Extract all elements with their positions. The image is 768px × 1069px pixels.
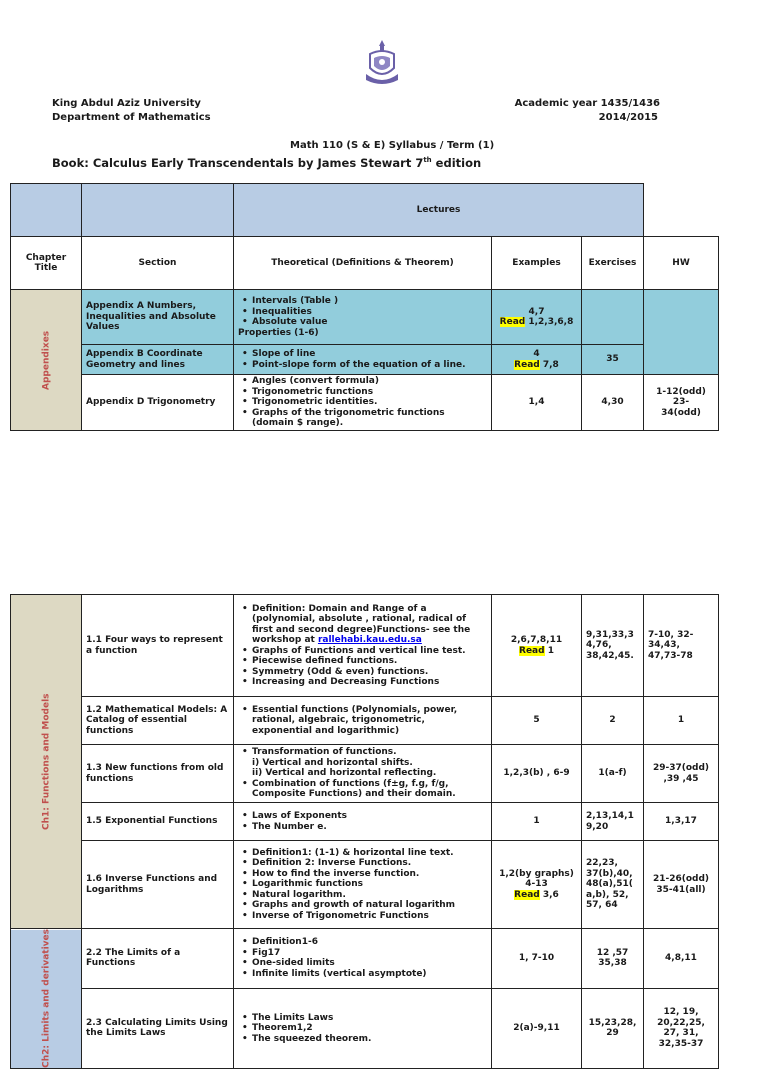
table-row	[11, 375, 719, 431]
section-cell: 1.5 Exponential Functions	[82, 803, 234, 841]
theory-sub-item: i) Vertical and horizontal shifts.	[252, 757, 413, 768]
theory-item: • How to find the inverse function.	[238, 869, 487, 880]
col-hw: HW	[644, 237, 719, 290]
university-logo	[362, 38, 402, 88]
theory-item: • Symmetry (Odd & even) functions.	[238, 667, 487, 678]
theory-item: • Piecewise defined functions.	[238, 656, 487, 667]
theory-item: • Fig17	[238, 948, 487, 959]
theory-item: • The squeezed theorem.	[238, 1034, 487, 1045]
theory-cell	[234, 595, 492, 697]
section-cell: 2.3 Calculating Limits Using the Limits Laws	[82, 988, 234, 1068]
theory-item: • Definition 2: Inverse Functions.	[238, 858, 487, 869]
section-cell: 2.2 The Limits of a Functions	[82, 929, 234, 989]
section-cell: 1.3 New functions from old functions	[82, 745, 234, 803]
theory-item: • The Limits Laws	[238, 1013, 487, 1024]
examples-cell: 2,6,7,8,11 Read 1	[492, 595, 582, 697]
chapter-title-appendixes: Appendixes	[11, 290, 82, 431]
hw-cell: 1	[644, 697, 719, 745]
header-empty-section	[82, 184, 234, 237]
theory-cell	[234, 929, 492, 989]
theory-cell	[234, 290, 492, 345]
exercises-cell: 9,31,33,3 4,76, 38,42,45.	[582, 595, 644, 697]
section-cell: 1.1 Four ways to represent a function	[82, 595, 234, 697]
header-empty-chapter	[11, 184, 82, 237]
read-highlight: Read	[499, 317, 526, 327]
col-exercises: Exercises	[582, 237, 644, 290]
theory-item: • Increasing and Decreasing Functions	[238, 677, 487, 688]
table-row	[11, 988, 719, 1068]
hw-cell: 12, 19, 20,22,25, 27, 31, 32,35-37	[644, 988, 719, 1068]
table-row	[11, 595, 719, 697]
theory-item: • Inverse of Trigonometric Functions	[238, 911, 487, 922]
workshop-link[interactable]: rallehabi.kau.edu.sa	[317, 635, 422, 645]
theory-item: • Combination of functions (f±g, f.g, f/g, Composite Functions) and their domain.	[238, 779, 487, 800]
hw-cell: 1-12(odd) 23- 34(odd)	[644, 375, 719, 431]
examples-cell: 4,7 Read 1,2,3,6,8	[492, 290, 582, 345]
theory-cell	[234, 841, 492, 929]
theory-cell	[234, 745, 492, 803]
exercises-cell: 22,23, 37(b),40, 48(a),51( a,b), 52, 57, 64	[582, 841, 644, 929]
hw-cell: 29-37(odd) ,39 ,45	[644, 745, 719, 803]
table-row	[11, 929, 719, 989]
theory-cell	[234, 988, 492, 1068]
table-row	[11, 290, 719, 345]
theory-item: • The Number e.	[238, 822, 487, 833]
hw-cell: 4,8,11	[644, 929, 719, 989]
academic-year-gregorian: 2014/2015	[598, 112, 658, 123]
exercises-cell: 2,13,14,1 9,20	[582, 803, 644, 841]
theory-cell	[234, 375, 492, 431]
examples-cell: 1	[492, 803, 582, 841]
exercises-cell: 1(a-f)	[582, 745, 644, 803]
theory-item: • Definition1: (1-1) & horizontal line text.	[238, 848, 487, 859]
exercises-cell: 4,30	[582, 375, 644, 431]
academic-year: Academic year 1435/1436	[514, 98, 660, 109]
syllabus-table-appendixes	[10, 183, 719, 431]
table-row	[11, 345, 719, 375]
hw-cell	[644, 290, 719, 375]
theory-item: • Absolute value	[238, 317, 487, 328]
read-highlight: Read	[514, 889, 540, 900]
theory-item: • Trigonometric functions	[238, 387, 487, 398]
hw-cell: 21-26(odd) 35-41(all)	[644, 841, 719, 929]
section-cell: 1.2 Mathematical Models: A Catalog of essential functions	[82, 697, 234, 745]
col-theoretical: Theoretical (Definitions & Theorem)	[234, 237, 492, 290]
section-cell: Appendix D Trigonometry	[82, 375, 234, 431]
course-title: Math 110 (S & E) Syllabus / Term (1)	[290, 140, 495, 151]
header-empty-hw	[644, 184, 719, 237]
theory-item: • Theorem1,2	[238, 1023, 487, 1034]
theory-item: • Angles (convert formula)	[238, 376, 487, 387]
book-title: Book: Calculus Early Transcendentals by James Stewart 7th edition	[52, 155, 482, 170]
chapter-title-ch2: Ch2: Limits and derivatives	[11, 929, 82, 1069]
exercises-cell: 35	[582, 345, 644, 375]
section-cell: Appendix A Numbers, Inequalities and Absolute Values	[82, 290, 234, 345]
examples-cell: 4 Read 7,8	[492, 345, 582, 375]
theory-item: • Intervals (Table )	[238, 296, 487, 307]
section-cell: 1.6 Inverse Functions and Logarithms	[82, 841, 234, 929]
theory-item: • Logarithmic functions	[238, 879, 487, 890]
theory-item: • Point-slope form of the equation of a line.	[238, 360, 487, 371]
read-highlight: Read	[519, 645, 545, 656]
examples-cell: 1,4	[492, 375, 582, 431]
table-row	[11, 697, 719, 745]
theory-item: • Infinite limits (vertical asymptote)	[238, 969, 487, 980]
theory-cell	[234, 345, 492, 375]
theory-item: • Graphs and growth of natural logarithm	[238, 900, 487, 911]
exercises-cell: 2	[582, 697, 644, 745]
theory-extra: Properties (1-6)	[238, 327, 319, 338]
examples-cell: 5	[492, 697, 582, 745]
examples-cell: 1,2(by graphs) 4-13 Read 3,6	[492, 841, 582, 929]
theory-item: • Laws of Exponents	[238, 811, 487, 822]
theory-item: • Graphs of Functions and vertical line test.	[238, 646, 487, 657]
examples-cell: 1,2,3(b) , 6-9	[492, 745, 582, 803]
theory-item: • Graphs of the trigonometric functions (domain $ range).	[238, 408, 487, 429]
table-row	[11, 745, 719, 803]
exercises-cell	[582, 290, 644, 345]
department-name: Department of Mathematics	[52, 112, 211, 123]
theory-item: • Definition: Domain and Range of a (polynomial, absolute , rational, radical of first and second degree)Functions- see the workshop at rallehabi.kau.edu.sa	[238, 604, 487, 646]
theory-cell	[234, 803, 492, 841]
hw-cell: 7-10, 32-34,43, 47,73-78	[644, 595, 719, 697]
col-examples: Examples	[492, 237, 582, 290]
theory-sub-item: ii) Vertical and horizontal reflecting.	[252, 768, 437, 779]
examples-cell: 1, 7-10	[492, 929, 582, 989]
syllabus-table-chapters	[10, 594, 719, 1069]
theory-item: • Trigonometric identities.	[238, 397, 487, 408]
examples-cell: 2(a)-9,11	[492, 988, 582, 1068]
university-name: King Abdul Aziz University	[52, 98, 201, 109]
theory-item: • Essential functions (Polynomials, power, rational, algebraic, trigonometric, exponential and logarithmic)	[238, 705, 487, 737]
theory-item: • Slope of line	[238, 349, 487, 360]
col-chapter-title: Chapter Title	[11, 237, 82, 290]
theory-item: • Natural logarithm.	[238, 890, 487, 901]
chapter-title-ch1: Ch1: Functions and Models	[11, 595, 82, 929]
read-highlight: Read	[514, 359, 540, 370]
theory-item: • Inequalities	[238, 307, 487, 318]
theory-item: • Transformation of functions.	[238, 747, 487, 758]
section-cell: Appendix B Coordinate Geometry and lines	[82, 345, 234, 375]
table-row	[11, 803, 719, 841]
theory-cell	[234, 697, 492, 745]
hw-cell: 1,3,17	[644, 803, 719, 841]
theory-item: • One-sided limits	[238, 958, 487, 969]
table-row	[11, 841, 719, 929]
exercises-cell: 15,23,28, 29	[582, 988, 644, 1068]
lectures-header: Lectures	[234, 184, 644, 237]
theory-item: • Definition1-6	[238, 937, 487, 948]
exercises-cell: 12 ,57 35,38	[582, 929, 644, 989]
col-section: Section	[82, 237, 234, 290]
